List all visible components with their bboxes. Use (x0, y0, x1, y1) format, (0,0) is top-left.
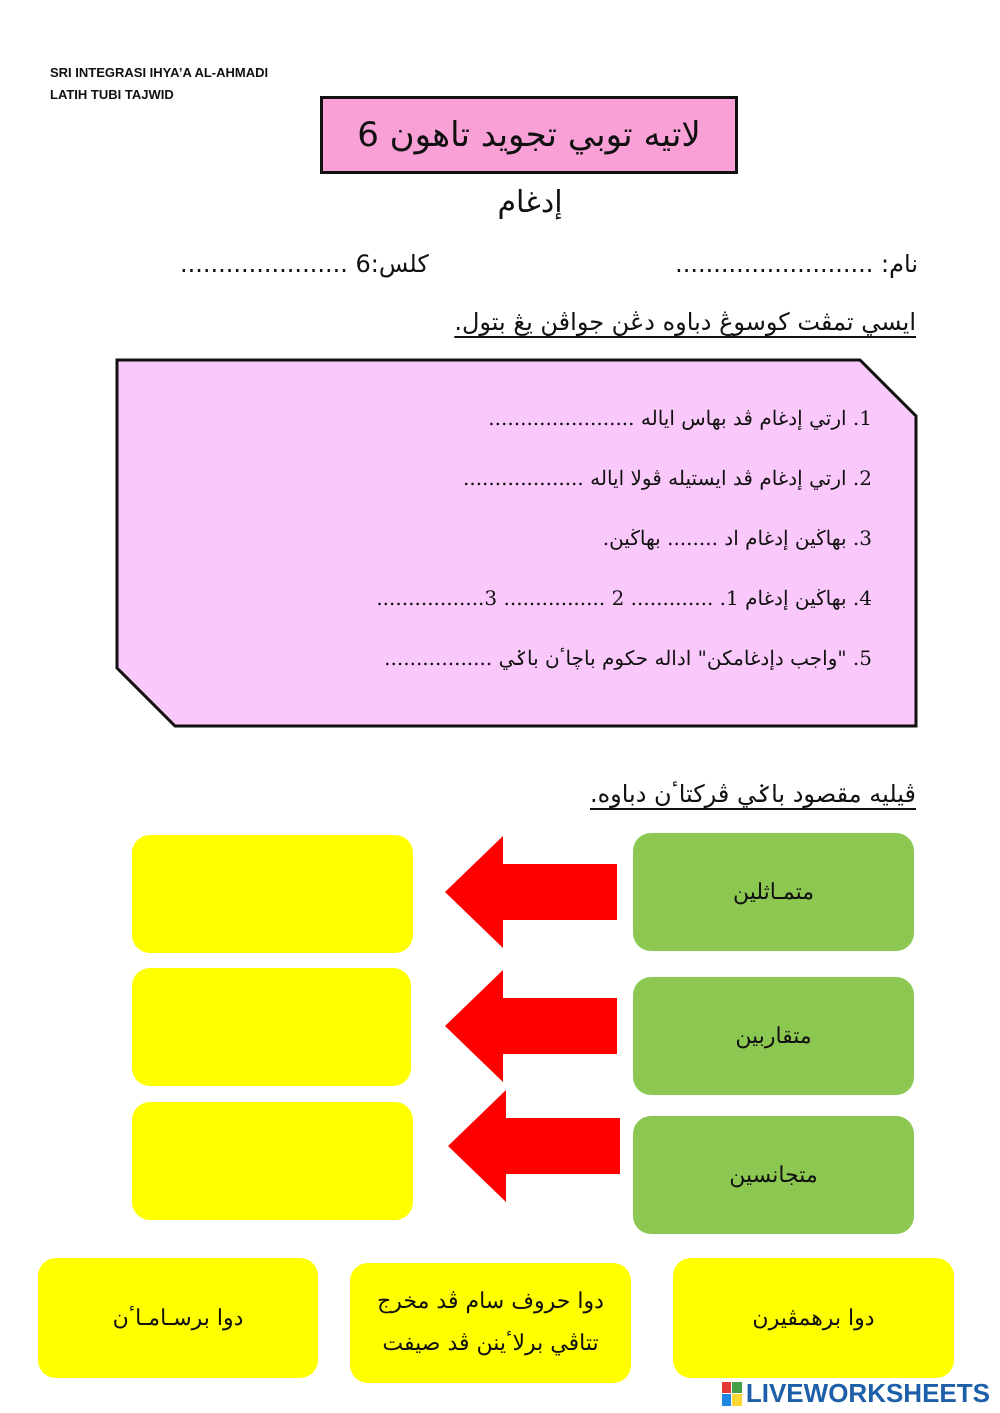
answer-option-3[interactable]: دوا برهمڤيرن (673, 1258, 954, 1378)
question-list (360, 400, 872, 700)
answer-option-2[interactable]: دوا حروف سام ڤد مخرج تتاڤي برلاٴينن ڤد صيفت (350, 1263, 631, 1383)
question-5[interactable]: 5. "واجب دإدغامكن" اداله حكوم باچاٴن باݢي ................. (384, 646, 872, 670)
section1-instruction: ايسي تمڤت كوسوڠ دباوه دڠن جواڤن يڠ بتول. (454, 308, 916, 336)
liveworksheets-logo-text: LIVEWORKSHEETS (745, 1378, 990, 1408)
liveworksheets-logo-icon (722, 1382, 742, 1406)
arrow-left-icon (445, 836, 620, 948)
school-header (50, 62, 268, 106)
question-1[interactable]: 1. ارتي إدغام ڤد بهاس اياله ....................... (488, 406, 872, 430)
arrow-left-icon (445, 970, 620, 1082)
worksheet-type: LATIH TUBI TAJWID (50, 87, 174, 102)
question-4[interactable]: 4. بهاڬين إدغام 1. ............. 2 ................ 3................. (376, 586, 872, 610)
question-3[interactable]: 3. بهاڬين إدغام اد ........ بهاڬين. (602, 526, 872, 550)
name-field[interactable]: نام: .......................... (675, 250, 918, 278)
school-name: SRI INTEGRASI IHYA’A AL-AHMADI (50, 65, 269, 80)
question-2[interactable]: 2. ارتي إدغام ڤد ايستيله ڤولا اياله ................... (462, 466, 872, 490)
answer-option-1[interactable]: دوا برسـامـاٴن (38, 1258, 318, 1378)
term-card-1: متمـاثلين (633, 833, 914, 951)
topic-title: إدغام (497, 185, 563, 220)
answer-drop-box-2[interactable] (132, 968, 411, 1086)
section2-instruction: ڤيليه مقصود باݢي ڤركتاٴن دباوه. (589, 780, 916, 808)
liveworksheets-logo (722, 1378, 990, 1409)
arrow-left-icon (448, 1090, 623, 1202)
answer-drop-box-1[interactable] (132, 835, 413, 953)
term-card-3: متجانسين (633, 1116, 914, 1234)
answer-drop-box-3[interactable] (132, 1102, 413, 1220)
class-field[interactable]: كلس:6 ...................... (180, 250, 429, 278)
worksheet-title: لاتيه توبي تجويد تاهون 6 (320, 96, 738, 174)
term-card-2: متقاربين (633, 977, 914, 1095)
